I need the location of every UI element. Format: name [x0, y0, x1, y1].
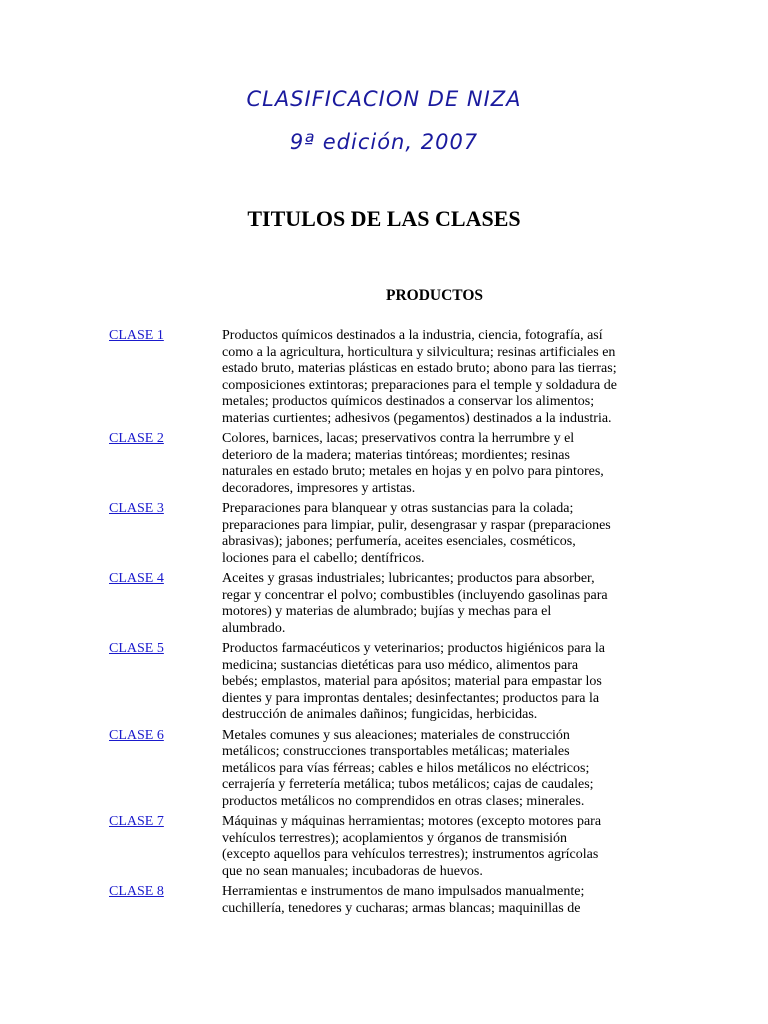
- class-description-line: productos metálicos no comprendidos en otras clases; minerales.: [222, 793, 585, 809]
- class-description-line: estado bruto, materias plásticas en estado bruto; abono para las tierras;: [222, 361, 617, 376]
- class-description-line: metálicos; construcciones transportables metálicas; materiales: [222, 744, 570, 759]
- class-description-line: decoradores, impresores y artistas.: [222, 480, 416, 496]
- class-description-line: Productos farmacéuticos y veterinarios; productos higiénicos para la: [222, 641, 605, 656]
- class-row: [109, 641, 669, 724]
- class-description-line: motores) y materias de alumbrado; bujías y mechas para el: [222, 604, 552, 619]
- class-description-line: Herramientas e instrumentos de mano impulsados manualmente;: [222, 884, 585, 899]
- class-description-line: abrasivas); jabones; perfumería, aceites esenciales, cosméticos,: [222, 534, 576, 549]
- class-row: [109, 814, 669, 880]
- class-row: [109, 431, 669, 497]
- class-description: [222, 884, 669, 917]
- class-link[interactable]: CLASE 1: [109, 328, 164, 343]
- section-heading: TITULOS DE LAS CLASES: [247, 206, 521, 231]
- class-link[interactable]: CLASE 6: [109, 727, 164, 743]
- class-link[interactable]: CLASE 3: [109, 501, 164, 516]
- class-description-line: cuchillería, tenedores y cucharas; armas blancas; maquinillas de: [222, 900, 581, 916]
- class-link[interactable]: CLASE 8: [109, 884, 164, 899]
- class-description-line: deterioro de la madera; materias tintóreas; mordientes; resinas: [222, 447, 570, 463]
- class-description-line: preparaciones para limpiar, pulir, desengrasar y raspar (preparaciones: [222, 517, 611, 533]
- class-description: [222, 501, 669, 567]
- class-description-line: destrucción de animales dañinos; fungicidas, herbicidas.: [222, 707, 538, 722]
- class-description-line: dientes y para improntas dentales; desinfectantes; productos para la: [222, 690, 600, 706]
- class-description: [222, 814, 669, 880]
- class-description-line: bebés; emplastos, material para apósitos; material para empastar los: [222, 674, 602, 689]
- class-description: [222, 431, 669, 497]
- class-link[interactable]: CLASE 5: [109, 641, 164, 656]
- class-description-line: materias curtientes; adhesivos (pegamentos) destinados a la industria.: [222, 410, 612, 426]
- class-description: [222, 328, 669, 427]
- class-description: [222, 728, 669, 811]
- class-description: [222, 571, 669, 637]
- class-description-line: lociones para el cabello; dentífricos.: [222, 550, 425, 566]
- class-description-line: Colores, barnices, lacas; preservativos contra la herrumbre y el: [222, 431, 575, 446]
- class-description-line: vehículos terrestres); acoplamientos y órganos de transmisión: [222, 830, 567, 846]
- class-description-line: medicina; sustancias dietéticas para uso médico, alimentos para: [222, 657, 579, 673]
- class-link[interactable]: CLASE 2: [109, 431, 164, 446]
- class-description-line: Aceites y grasas industriales; lubricantes; productos para absorber,: [222, 571, 595, 586]
- class-description-line: naturales en estado bruto; metales en hojas y en polvo para pintores,: [222, 464, 604, 479]
- class-description: [222, 641, 669, 724]
- class-row: [109, 571, 669, 637]
- class-description-line: Preparaciones para blanquear y otras sustancias para la colada;: [222, 501, 574, 516]
- class-description-line: regar y concentrar el polvo; combustibles (incluyendo gasolinas para: [222, 587, 608, 603]
- class-description-line: Metales comunes y sus aleaciones; materiales de construcción: [222, 727, 570, 743]
- class-description-line: como a la agricultura, horticultura y silvicultura; resinas artificiales en: [222, 344, 616, 360]
- class-description-line: composiciones extintoras; preparaciones para el temple y soldadura de: [222, 377, 617, 393]
- class-row: [109, 884, 669, 917]
- class-description-line: metálicos para vías férreas; cables e hilos metálicos no eléctricos;: [222, 760, 590, 776]
- document-title: CLASIFICACION DE NIZA: [246, 87, 522, 111]
- class-list: [109, 328, 669, 921]
- class-link[interactable]: CLASE 4: [109, 571, 164, 586]
- document-edition: 9ª edición, 2007: [289, 130, 479, 154]
- class-description-line: alumbrado.: [222, 620, 286, 636]
- sub-heading-productos: PRODUCTOS: [386, 287, 484, 304]
- class-description-line: Máquinas y máquinas herramientas; motores (excepto motores para: [222, 814, 602, 829]
- class-description-line: (excepto aquellos para vehículos terrestres); instrumentos agrícolas: [222, 847, 599, 862]
- class-description-line: Productos químicos destinados a la industria, ciencia, fotografía, así: [222, 328, 603, 343]
- class-description-line: que no sean manuales; incubadoras de huevos.: [222, 863, 483, 879]
- class-description-line: metales; productos químicos destinados a conservar los alimentos;: [222, 394, 595, 409]
- class-link[interactable]: CLASE 7: [109, 814, 164, 829]
- class-description-line: cerrajería y ferretería metálica; tubos metálicos; cajas de caudales;: [222, 777, 594, 792]
- class-row: [109, 501, 669, 567]
- class-row: [109, 728, 669, 811]
- class-row: [109, 328, 669, 427]
